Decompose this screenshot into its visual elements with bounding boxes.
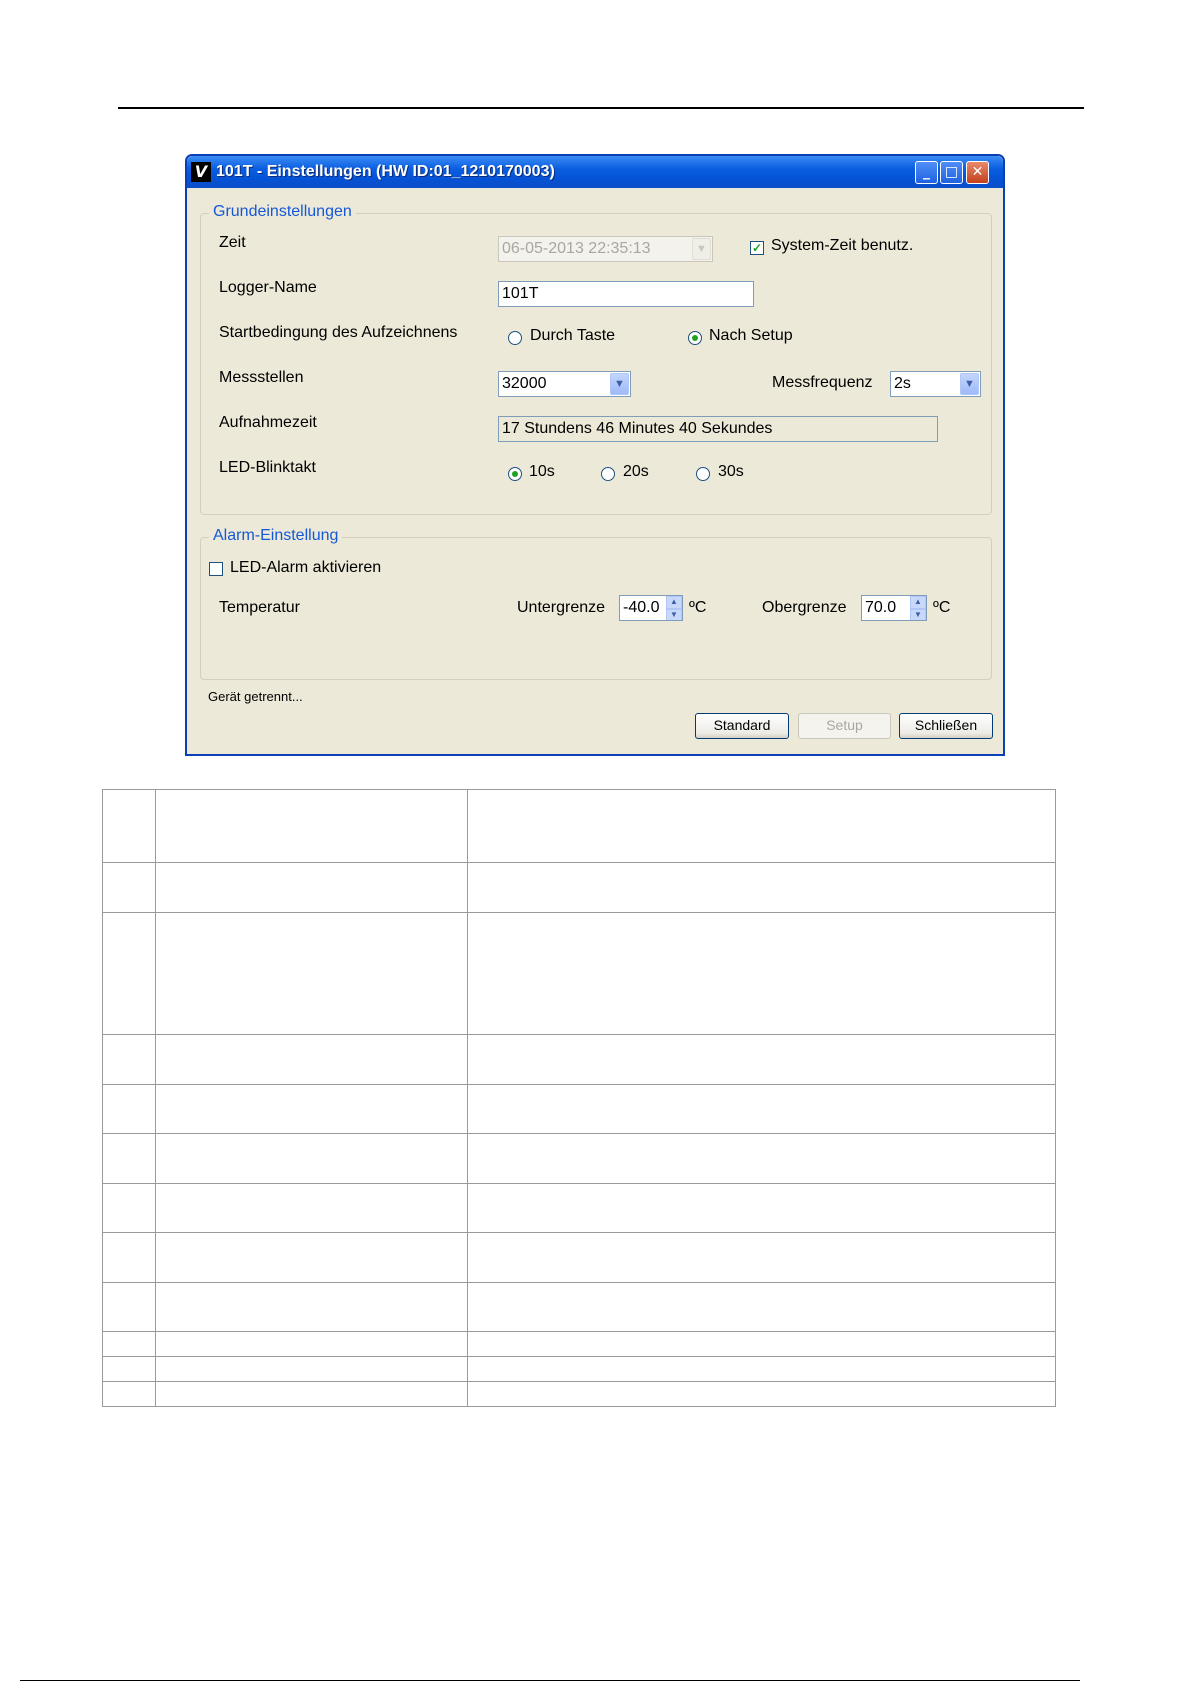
option-20s-label: 20s [623,463,649,480]
system-time-label: System-Zeit benutz. [771,237,914,254]
radio-20s[interactable] [601,467,615,481]
chevron-down-icon: ▼ [692,238,711,260]
chevron-down-icon[interactable]: ▼ [666,609,682,621]
startbedingung-label: Startbedingung des Aufzeichnens [219,324,458,341]
zeit-value: 06-05-2013 22:35:13 [502,240,651,257]
description-table [102,789,1056,1407]
chevron-up-icon[interactable]: ▲ [910,596,926,609]
table-row [103,1283,1056,1332]
table-row [103,1233,1056,1283]
page-header-rule [118,107,1084,109]
radio-30s[interactable] [696,467,710,481]
app-logo-icon: V [191,162,211,182]
messfrequenz-value: 2s [894,375,911,392]
nach-setup-label: Nach Setup [709,327,793,344]
radio-durch-taste[interactable] [508,331,522,345]
aufnahmezeit-label: Aufnahmezeit [219,414,317,431]
group-title: Grundeinstellungen [209,203,356,221]
zeit-label: Zeit [219,234,246,251]
table-row [103,863,1056,913]
minimize-icon[interactable]: _ [915,161,938,184]
close-icon[interactable]: ✕ [966,161,989,184]
messfrequenz-combobox[interactable] [890,371,981,397]
unit-celsius: ºC [689,599,707,616]
group-title: Alarm-Einstellung [209,527,342,545]
obergrenze-value: 70.0 [865,599,897,616]
messfrequenz-label: Messfrequenz [772,374,873,391]
option-10s-label: 10s [529,463,555,480]
aufnahmezeit-field: 17 Stundens 46 Minutes 40 Sekundes [498,416,938,442]
standard-button[interactable]: Standard [695,713,789,739]
temperatur-label: Temperatur [219,599,300,616]
radio-nach-setup[interactable] [688,331,702,345]
messstellen-label: Messstellen [219,369,304,386]
table-row [103,1357,1056,1382]
spin-buttons[interactable] [666,596,682,620]
untergrenze-label: Untergrenze [517,599,606,616]
table-row [103,1382,1056,1407]
setup-button[interactable]: Setup [798,713,891,739]
table-row [103,913,1056,1035]
messstellen-value: 32000 [502,375,547,392]
radio-10s[interactable] [508,467,522,481]
table-row [103,1134,1056,1184]
chevron-down-icon[interactable]: ▼ [910,609,926,621]
obergrenze-label: Obergrenze [762,599,847,616]
durch-taste-label: Durch Taste [530,327,616,344]
logger-name-input[interactable]: 101T [498,281,754,307]
schliessen-button[interactable]: Schließen [899,713,993,739]
zeit-combobox [498,236,713,262]
system-time-checkbox[interactable]: ✓ [751,241,763,255]
messstellen-combobox[interactable] [498,371,631,397]
table-row [103,790,1056,863]
logger-name-label: Logger-Name [219,279,317,296]
table-row [103,1332,1056,1357]
led-alarm-label: LED-Alarm aktivieren [230,559,382,576]
untergrenze-value: -40.0 [623,599,660,616]
chevron-down-icon[interactable]: ▼ [610,373,629,395]
table-row [103,1184,1056,1233]
spin-buttons[interactable] [910,596,926,620]
unit-celsius: ºC [933,599,951,616]
status-text: Gerät getrennt... [208,689,303,704]
window-titlebar[interactable] [187,156,1003,188]
chevron-up-icon[interactable]: ▲ [666,596,682,609]
untergrenze-spinner[interactable] [619,595,683,621]
obergrenze-spinner[interactable] [861,595,927,621]
option-30s-label: 30s [718,463,744,480]
table-row [103,1035,1056,1085]
led-alarm-checkbox[interactable] [209,562,223,576]
table-row [103,1085,1056,1134]
led-blinktakt-label: LED-Blinktakt [219,459,316,476]
maximize-icon[interactable]: □ [940,161,963,184]
window-title: 101T - Einstellungen (HW ID:01_1210170003) [216,163,555,180]
chevron-down-icon[interactable]: ▼ [960,373,979,395]
settings-window [185,154,1005,756]
page-footer-rule [20,1680,1080,1681]
